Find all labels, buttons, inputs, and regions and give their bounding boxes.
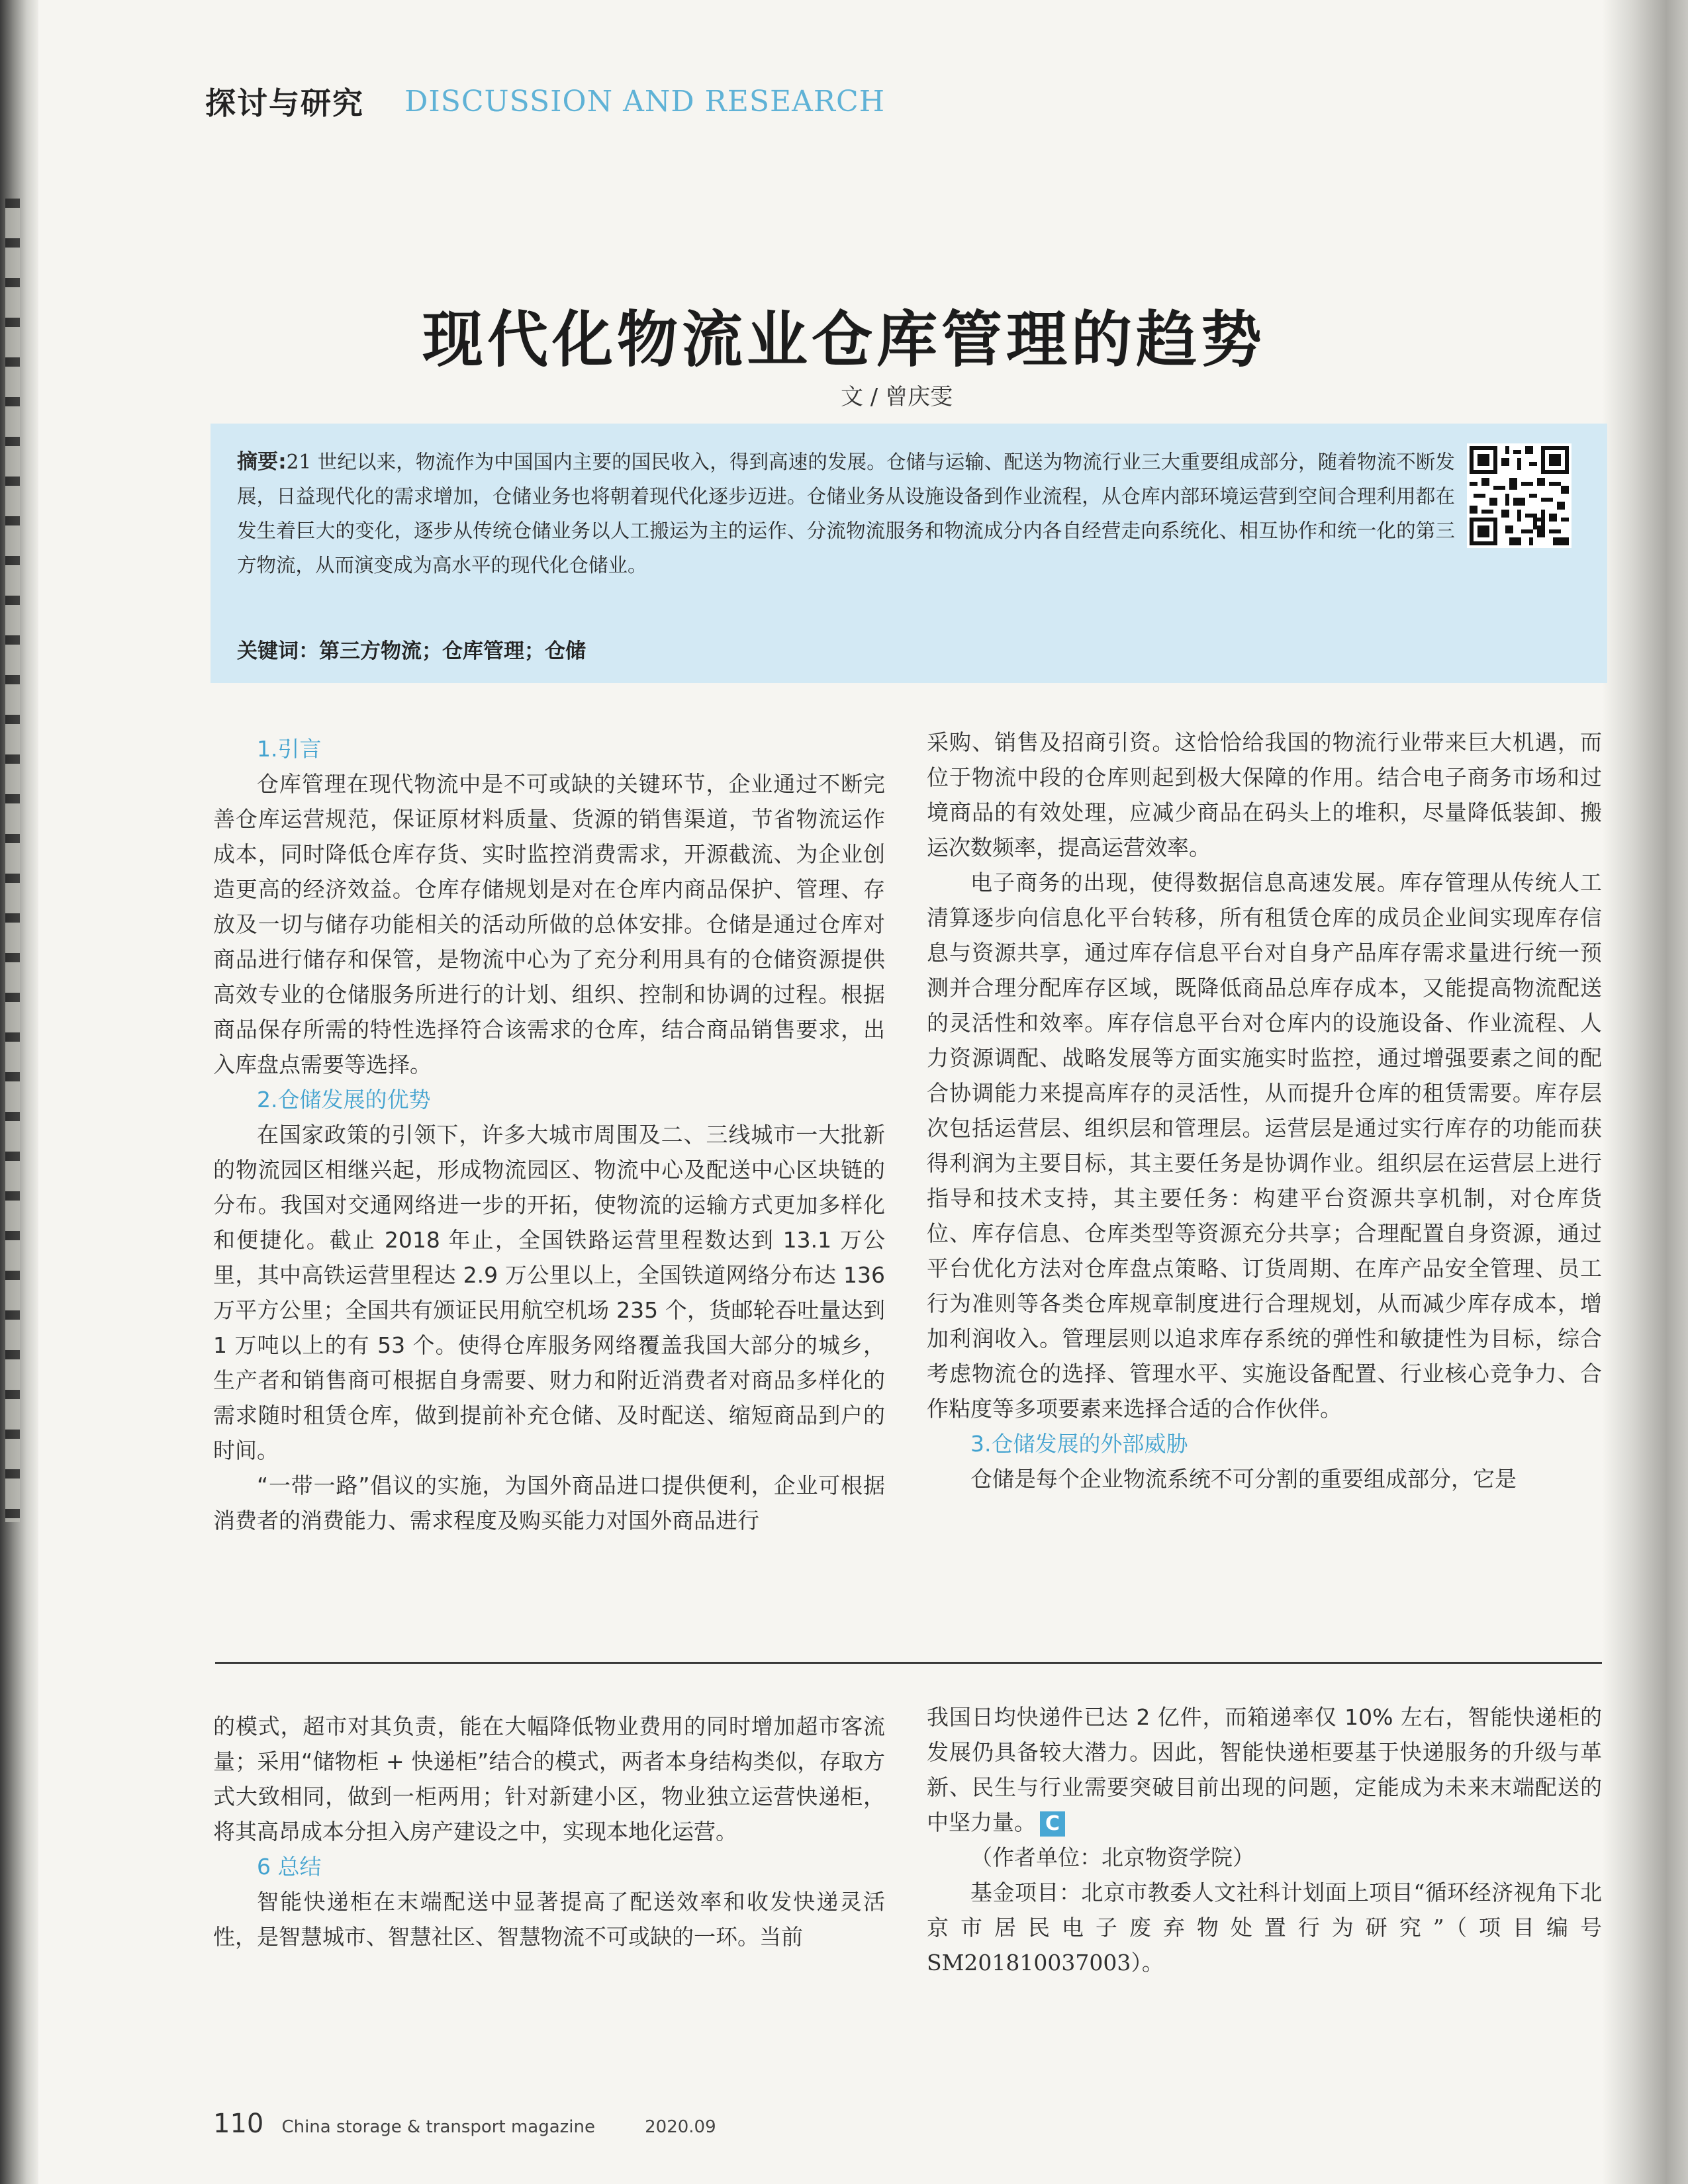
section-heading-1: 1.引言 [257,736,322,762]
column-divider-rule [215,1662,1602,1664]
section-label-en: DISCUSSION AND RESEARCH [404,84,886,118]
abstract-body: 21 世纪以来，物流作为中国国内主要的国民收入，得到高速的发展。仓储与运输、配送为物流行业三大重要组成部分，随着物流不断发展，日益现代化的需求增加，仓储业务也将朝着现代化逐步迈进。仓储业务从设施设备到作业流程，从仓库内部环境运营到空间合理利用都在发生着巨大的变化，逐步从传统仓储业务以人工搬运为主的运作、分流物流服务和物流成分内各自经营走向系统化、相互协作和统一化的第三方物流，从而演变成为高水平的现代化仓储业。 [237,451,1455,576]
section-label-cn: 探讨与研究 [205,85,364,121]
paragraph: “一带一路”倡议的实施，为国外商品进口提供便利，企业可根据消费者的消费能力、需求程度及购买能力对国外商品进行 [213,1473,885,1533]
section-heading-6: 6 总结 [257,1854,322,1880]
fund-note: 基金项目：北京市教委人文社科计划面上项目“循环经济视角下北京市居民电子废弃物处置行为研究”（项目编号 SM201810037003）。 [927,1880,1602,1976]
page-number: 110 [213,2109,264,2139]
lower-column-left [213,1709,885,1954]
paragraph-text: 我国日均快递件已达 2 亿件，而箱递率仅 10% 左右，智能快递柜的发展仍具备较大潜力。因此，智能快递柜要基于快递服务的升级与革新、民生与行业需要突破目前出现的问题，定能成为未来末端配送的中坚力量。 [927,1704,1602,1835]
paragraph: 仓库管理在现代物流中是不可或缺的关键环节，企业通过不断完善仓库运营规范，保证原材料质量、货源的销售渠道，节省物流运作成本，同时降低仓库存货、实时监控消费需求，开源截流、为企业创造更高的经济效益。仓库存储规划是对在仓库内商品保护、管理、存放及一切与储存功能相关的活动所做的总体安排。仓储是通过仓库对商品进行储存和保管，是物流中心为了充分利用具有的仓储资源提供高效专业的仓储服务所进行的计划、组织、控制和协调的过程。根据商品保存所需的特性选择符合该需求的仓库，结合商品销售要求，出入库盘点需要等选择。 [213,771,885,1077]
section-header [205,79,885,132]
qr-code-icon[interactable] [1467,443,1571,548]
section-heading-3: 3.仓储发展的外部威胁 [970,1431,1188,1457]
journal-name: China storage & transport magazine [281,2117,596,2137]
section-heading-2: 2.仓储发展的优势 [257,1087,431,1113]
binding-stripes [5,199,20,1522]
lower-column-right [927,1700,1602,1980]
paragraph: 电子商务的出现，使得数据信息高速发展。库存管理从传统人工清算逐步向信息化平台转移，所有租赁仓库的成员企业间实现库存信息与资源共享，通过库存信息平台对自身产品库存需求量进行统一预测并合理分配库存区域，既降低商品总库存成本，又能提高物流配送的灵活性和效率。库存信息平台对仓库内的设施设备、作业流程、人力资源调配、战略发展等方面实施实时监控，通过增强要素之间的配合协调能力来提高库存的灵活性，从而提升仓库的租赁需要。库存层次包括运营层、组织层和管理层。运营层是通过实行库存的功能而获得利润为主要目标，其主要任务是协调作业。组织层在运营层上进行指导和技术支持，其主要任务：构建平台资源共享机制，对仓库货位、库存信息、仓库类型等资源充分共享；合理配置自身资源，通过平台优化方法对仓库盘点策略、订货周期、在库产品安全管理、员工行为准则等各类仓库规章制度进行合理规划，从而减少库存成本，增加利润收入。管理层则以追求库存系统的弹性和敏捷性为目标，综合考虑物流仓的选择、管理水平、实施设备配置、行业核心竞争力、合作粘度等多项要素来选择合适的合作伙伴。 [927,870,1602,1422]
paragraph: 采购、销售及招商引资。这恰恰给我国的物流行业带来巨大机遇，而位于物流中段的仓库则起到极大保障的作用。结合电子商务市场和过境商品的有效处理，应减少商品在码头上的堆积，尽量降低装卸、搬运次数频率，提高运营效率。 [927,729,1602,860]
article-title: 现代化物流业仓库管理的趋势 [422,304,1266,375]
paragraph: 智能快递柜在末端配送中显著提高了配送效率和收发快递灵活性，是智慧城市、智慧社区、智慧物流不可或缺的一环。当前 [213,1889,885,1950]
abstract-label: 摘要: [237,450,287,474]
abstract-text [237,445,1455,582]
body-column-right [927,725,1602,1496]
issue-date: 2020.09 [645,2117,716,2137]
paragraph: 仓储是每个企业物流系统不可分割的重要组成部分，它是 [970,1466,1517,1492]
body-column-left [213,731,885,1538]
abstract-box [211,424,1607,683]
keywords: 关键词：第三方物流；仓库管理；仓储 [237,639,586,663]
author-affiliation: （作者单位：北京物资学院） [970,1844,1254,1870]
page-footer [213,2109,716,2139]
article-author: 文 / 曾庆雯 [841,384,953,410]
end-mark-icon: C [1040,1811,1065,1837]
paragraph: 在国家政策的引领下，许多大城市周围及二、三线城市一大批新的物流园区相继兴起，形成物流园区、物流中心及配送中心区块链的分布。我国对交通网络进一步的开拓，使物流的运输方式更加多样化和便捷化。截止 2018 年止，全国铁路运营里程数达到 13.1 万公里，其中高铁运营里程达 2.9 万公里以上，全国铁道网络分布达 136 万平方公里；全国共有颁证民用航空机场 235 个，货邮轮吞吐量达到 1 万吨以上的有 53 个。使得仓库服务网络覆盖我国大部分的城乡，生产者和销售商可根据自身需要、财力和附近消费者对商品多样化的需求随时租赁仓库，做到提前补充仓储、及时配送、缩短商品到户的时间。 [213,1122,885,1463]
paragraph [927,1700,1602,1840]
paragraph: 的模式，超市对其负责，能在大幅降低物业费用的同时增加超市客流量；采用“储物柜 + 快递柜”结合的模式，两者本身结构类似，存取方式大致相同，做到一柜两用；针对新建小区，物业独立运营快递柜，将其高昂成本分担入房产建设之中，实现本地化运营。 [213,1713,885,1844]
